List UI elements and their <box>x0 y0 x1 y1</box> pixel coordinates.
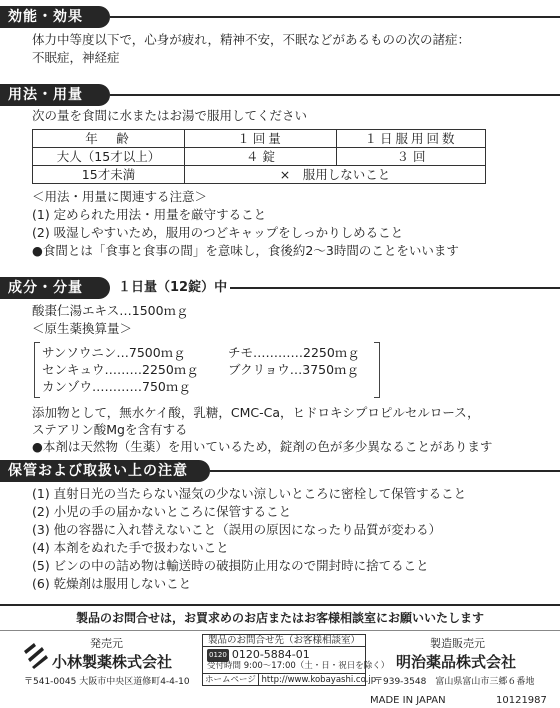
herb-senkyu: センキュウ………2250ｍｇ <box>42 362 199 377</box>
dosage-child-age: 15才未満 <box>33 166 185 184</box>
dosage-title: 用法・用量 <box>0 84 110 106</box>
dosage-row-adult <box>33 148 486 166</box>
inquiry-phone <box>207 648 310 662</box>
storage-item-6: (6) 乾燥剤は服用しないこと <box>32 576 192 591</box>
maker-label: 製造販売元 <box>430 637 485 650</box>
storage-item-3: (3) 他の容器に入れ替えないこと（誤用の原因になったり品質が変わる） <box>32 522 442 537</box>
efficacy-rule <box>110 16 560 18</box>
additives-note: ●本剤は天然物（生薬）を用いているため，錠剤の色が多少異なることがあります <box>32 439 493 454</box>
storage-title: 保管および取扱い上の注意 <box>0 460 210 482</box>
efficacy-header <box>0 6 560 28</box>
inquiry-phone-number: 0120-5884-01 <box>231 648 310 661</box>
dosage-col-age: 年 齢 <box>33 130 185 148</box>
efficacy-line-2: 不眠症，神経症 <box>32 50 120 65</box>
kobayashi-logo-icon <box>22 641 48 669</box>
additives-line-2: ステアリン酸Mgを含有する <box>32 422 188 437</box>
storage-item-4: (4) 本剤をぬれた手で扱わないこと <box>32 540 229 555</box>
dosage-col-dose: １回量 <box>185 130 337 148</box>
ingredients-title: 成分・分量 <box>0 277 110 299</box>
dosage-child-dose: × 服用しないこと <box>185 166 486 184</box>
dosage-note-2: (2) 吸湿しやすいため，服用のつどキャップをしっかりしめること <box>32 225 404 240</box>
dosage-rule <box>110 94 560 96</box>
inquiry-box-title: 製品のお問合せ先（お客様相談室） <box>203 635 365 647</box>
inquiry-hours: 受付時間 9:00～17:00（土・日・祝日を除く） <box>207 661 390 671</box>
dosage-note-1: (1) 定められた用法・用量を厳守すること <box>32 207 267 222</box>
inquiry-box <box>202 634 390 686</box>
dosage-header <box>0 84 560 106</box>
dosage-col-times: １日服用回数 <box>337 130 486 148</box>
seller-address: 〒541-0045 大阪市中央区道修町4-4-10 <box>24 677 190 687</box>
herb-kanzou: カンゾウ…………750ｍｇ <box>42 379 191 394</box>
dosage-table <box>32 129 486 184</box>
maker-name: 明治薬品株式会社 <box>396 653 517 671</box>
dosage-note-heading: ＜用法・用量に関連する注意＞ <box>32 189 208 204</box>
herbs-bracket-left <box>34 342 40 398</box>
additives-line-1: 添加物として，無水ケイ酸，乳糖，CMC-Ca，ヒドロキシプロピルセルロース， <box>32 405 480 420</box>
storage-item-2: (2) 小児の手の届かないところに保管すること <box>32 504 292 519</box>
ingredients-main: 酸棗仁湯エキス…1500ｍｇ <box>32 303 189 318</box>
dosage-note-3: ●食間とは「食事と食事の間」を意味し，食後約2～3時間のことをいいます <box>32 243 459 258</box>
storage-item-5: (5) ビンの中の詰め物は輸送時の破損防止用なので開封時に捨てること <box>32 558 429 573</box>
seller-name: 小林製薬株式会社 <box>52 653 173 671</box>
free-dial-icon: 0120 <box>207 649 229 662</box>
web-url[interactable]: http://www.kobayashi.co.jp <box>261 675 377 685</box>
ingredients-subtitle: １日量（12錠）中 <box>118 277 233 299</box>
efficacy-line-1: 体力中等度以下で，心身が疲れ，精神不安，不眠などがあるものの次の諸症： <box>32 32 471 47</box>
footer-divider <box>0 604 560 606</box>
made-in: MADE IN JAPAN <box>370 695 446 706</box>
seller-label: 発売元 <box>90 637 123 650</box>
dosage-adult-age: 大人（15才以上） <box>33 148 185 166</box>
efficacy-title: 効能・効果 <box>0 6 110 28</box>
herb-chimo: チモ…………2250ｍｇ <box>228 345 360 360</box>
herb-sansounin: サンソウニン…7500ｍｇ <box>42 345 186 360</box>
dosage-intro: 次の量を食間に水またはお湯で服用してください <box>32 108 308 123</box>
storage-item-1: (1) 直射日光の当たらない湿気の少ない涼しいところに密栓して保管すること <box>32 486 467 501</box>
dosage-adult-dose: ４ 錠 <box>185 148 337 166</box>
ingredients-header <box>0 277 560 299</box>
web-label: ホームページ <box>203 674 259 686</box>
dosage-table-header <box>33 130 486 148</box>
ingredients-rule <box>230 287 560 289</box>
inquiry-web <box>203 673 377 686</box>
footer-divider-2 <box>0 630 560 631</box>
maker-address: 〒939-3548 富山県富山市三郷６番地 <box>374 677 535 687</box>
product-code: 10121987 <box>496 695 547 706</box>
storage-header <box>0 460 560 482</box>
herb-bukuryo: ブクリョウ…3750ｍｇ <box>228 362 360 377</box>
herbs-bracket-right <box>374 342 380 398</box>
footer-inquiry: 製品のお問合せは，お買求めのお店またはお客様相談室にお願いいたします <box>75 611 484 625</box>
storage-rule <box>210 470 560 472</box>
dosage-adult-times: ３ 回 <box>337 148 486 166</box>
ingredients-conversion-label: ＜原生薬換算量＞ <box>32 321 133 336</box>
dosage-row-child <box>33 166 486 184</box>
